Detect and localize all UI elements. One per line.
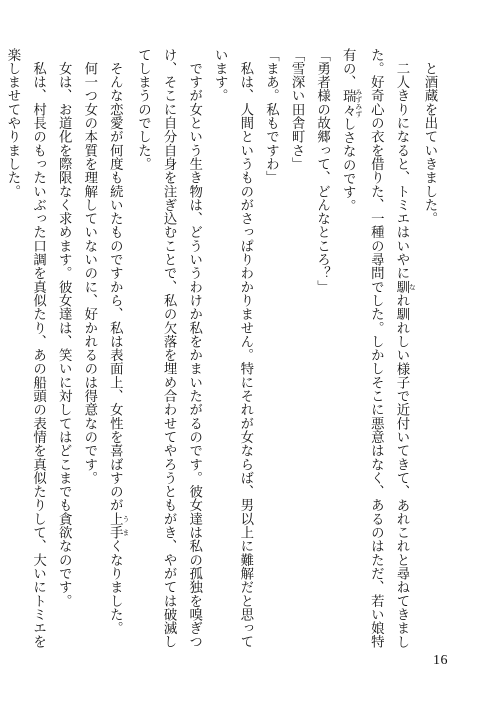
text-line: け、そこに自分自身を注ぎ込むことで、私の欠落を埋め合わせてやろうともがき、やがては破滅し — [161, 48, 177, 649]
furigana: 馴 な — [393, 280, 417, 294]
text-line: ですが女という生き物は、どういうわけか私をかまいたがるのです。彼女達は私の孤独を嗅ぎつ — [186, 48, 202, 649]
text-line: そんな恋愛が何度も続いたものですから、私は表面上、女性を喜ばすのが上手 うまくなりました。 — [107, 48, 130, 635]
text-line: 「雪深い田舎町さ」 — [289, 48, 305, 171]
text-line: 何一つ女の本質を理解していないのに、好かれるのは得意なのです。 — [81, 48, 97, 485]
furigana: 瑞々 みずみず — [340, 88, 363, 118]
text-line: てしまうのでした。 — [135, 48, 151, 171]
text-line: 私は、村長のもったいぶった口調を真似たり、あの船頭の表情を真似たりして、大いにトミエを — [30, 48, 46, 649]
vertical-text-block — [0, 48, 442, 649]
text-line: います。 — [212, 48, 228, 103]
text-line: 楽しませてやりました。 — [5, 48, 20, 199]
text-line: と酒蔵を出ていきました。 — [422, 48, 437, 226]
text-line: 二人きりになると、トミエはいやに馴 なれ馴れしい様子で近付いてきて、あれこれと尋ねてきまし — [393, 48, 417, 649]
text-line: 「勇者様の故郷って、どんなところ？」 — [314, 48, 330, 294]
text-line: た。好奇心の衣を借りた、一種の尋問でした。しかしそこに悪意はなく、あるのはただ、若い娘特 — [368, 48, 384, 649]
text-line: 「まあ。私もですわ」 — [263, 48, 279, 185]
text-line: 私は、人間というものがさっぱりわかりません。特にそれが女ならば、男以上に難解だと思って — [237, 48, 253, 649]
text-line: 女は、お道化を際限なく求めます。彼女達は、笑いに対してはどこまでも貪欲なのです。 — [56, 48, 72, 608]
page-number: 16 — [433, 653, 448, 668]
text-line: 有の、瑞々 みずみずしさなのです。 — [340, 48, 363, 213]
furigana: 上手 うま — [107, 512, 130, 540]
